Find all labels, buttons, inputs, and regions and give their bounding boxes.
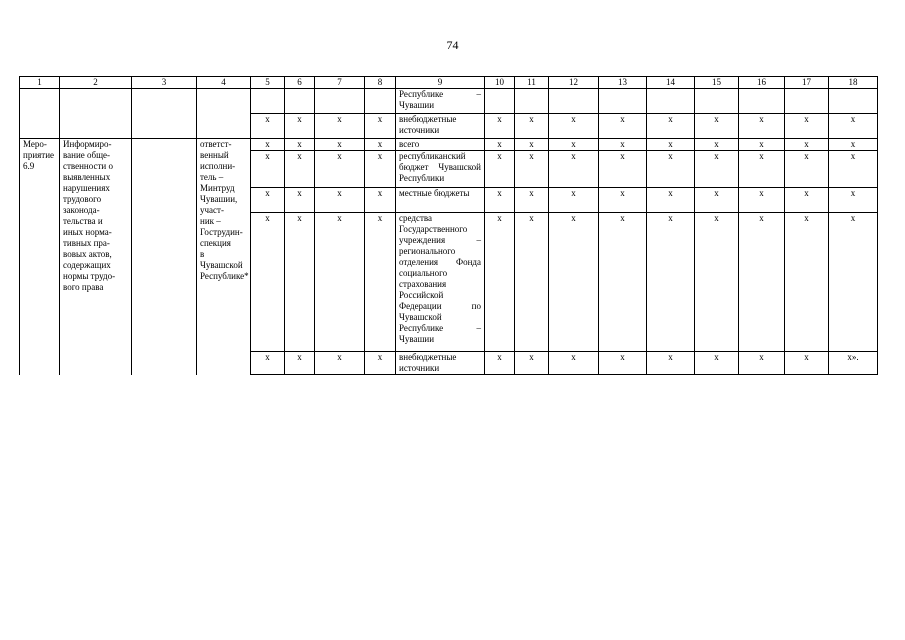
value-cell: х bbox=[695, 151, 739, 188]
funding-source-cell: внебюджетные источники bbox=[396, 352, 485, 375]
event-description-line: Информиро- bbox=[63, 139, 112, 149]
value-cell: х bbox=[785, 151, 829, 188]
value-cell: х bbox=[739, 139, 785, 151]
value-cell: х bbox=[285, 139, 315, 151]
column-number: 11 bbox=[515, 77, 549, 89]
value-cell: х bbox=[251, 352, 285, 375]
column-number: 14 bbox=[647, 77, 695, 89]
event-description-line: тивных пра- bbox=[63, 238, 110, 248]
value-cell: х bbox=[599, 213, 647, 352]
event-number-cell bbox=[20, 139, 60, 375]
value-cell: х bbox=[785, 114, 829, 139]
column-number: 16 bbox=[739, 77, 785, 89]
value-cell: х bbox=[251, 151, 285, 188]
column-number: 1 bbox=[20, 77, 60, 89]
value-cell: х bbox=[739, 213, 785, 352]
value-cell: х bbox=[599, 188, 647, 213]
value-cell: х bbox=[695, 213, 739, 352]
value-cell: х bbox=[647, 139, 695, 151]
executor-line: венный bbox=[200, 150, 229, 160]
value-cell: х bbox=[829, 151, 878, 188]
event-description-line: тельства и bbox=[63, 216, 103, 226]
financing-table bbox=[19, 76, 878, 375]
value-cell: х bbox=[829, 213, 878, 352]
column-number: 13 bbox=[599, 77, 647, 89]
empty-cell bbox=[60, 89, 132, 139]
column-number: 10 bbox=[485, 77, 515, 89]
value-cell: х bbox=[285, 188, 315, 213]
value-cell: х bbox=[365, 151, 396, 188]
value-cell: х bbox=[599, 151, 647, 188]
value-cell bbox=[315, 89, 365, 114]
value-cell: х bbox=[647, 114, 695, 139]
value-cell: х bbox=[251, 213, 285, 352]
event-description-line: иных норма- bbox=[63, 227, 112, 237]
value-cell: х bbox=[315, 114, 365, 139]
value-cell: х bbox=[785, 213, 829, 352]
value-cell: х bbox=[647, 151, 695, 188]
column-number: 9 bbox=[396, 77, 485, 89]
funding-source-cell: республиканский бюджет Чувашской Республики bbox=[396, 151, 485, 188]
value-cell: х bbox=[365, 114, 396, 139]
value-cell: х bbox=[251, 114, 285, 139]
executor-line: Минтруд bbox=[200, 183, 235, 193]
value-cell: х bbox=[285, 151, 315, 188]
value-cell: х bbox=[829, 139, 878, 151]
table-row bbox=[20, 139, 878, 151]
column-number: 17 bbox=[785, 77, 829, 89]
value-cell: х bbox=[485, 188, 515, 213]
executor-line: Гострудин- bbox=[200, 227, 243, 237]
value-cell: х bbox=[485, 352, 515, 375]
value-cell: х bbox=[485, 114, 515, 139]
column-number: 7 bbox=[315, 77, 365, 89]
value-cell: х bbox=[251, 139, 285, 151]
value-cell: х bbox=[549, 139, 599, 151]
value-cell: х bbox=[695, 188, 739, 213]
value-cell: х bbox=[549, 188, 599, 213]
value-cell: х bbox=[549, 114, 599, 139]
event-description-line: выявленных bbox=[63, 172, 111, 182]
value-cell bbox=[485, 89, 515, 114]
value-cell: х bbox=[599, 352, 647, 375]
column-number: 2 bbox=[60, 77, 132, 89]
value-cell: х bbox=[647, 188, 695, 213]
value-cell: х bbox=[647, 213, 695, 352]
value-cell: х bbox=[315, 352, 365, 375]
value-cell bbox=[739, 89, 785, 114]
value-cell: х bbox=[599, 139, 647, 151]
value-cell: х bbox=[739, 151, 785, 188]
column-number: 6 bbox=[285, 77, 315, 89]
value-cell: х bbox=[515, 151, 549, 188]
column-number: 18 bbox=[829, 77, 878, 89]
event-description-line: нарушениях bbox=[63, 183, 110, 193]
event-description-cell bbox=[60, 139, 132, 375]
value-cell: х bbox=[515, 139, 549, 151]
value-cell: х bbox=[485, 139, 515, 151]
funding-source-cell: средства Государственного учреждения – регионального отделения Фонда социального страхования Российской Федерации по Чувашской Республике – Чувашии bbox=[396, 213, 485, 352]
value-cell: х bbox=[485, 151, 515, 188]
executor-line: тель – bbox=[200, 172, 224, 182]
value-cell: х bbox=[365, 139, 396, 151]
column-number: 3 bbox=[132, 77, 197, 89]
value-cell: х bbox=[785, 139, 829, 151]
funding-source-cell: Республике – Чувашии bbox=[396, 89, 485, 114]
empty-cell bbox=[20, 89, 60, 139]
executor-line: в Чувашской bbox=[200, 249, 243, 270]
value-cell: х bbox=[785, 352, 829, 375]
event-description-line: нормы трудо- bbox=[63, 271, 116, 281]
value-cell: х bbox=[315, 213, 365, 352]
value-cell: х bbox=[365, 188, 396, 213]
value-cell: х bbox=[251, 188, 285, 213]
value-cell: х bbox=[739, 352, 785, 375]
column-number: 4 bbox=[197, 77, 251, 89]
value-cell: х bbox=[365, 352, 396, 375]
value-cell: х bbox=[285, 213, 315, 352]
value-cell: х bbox=[285, 114, 315, 139]
value-cell bbox=[515, 89, 549, 114]
executor-line: исполни- bbox=[200, 161, 236, 171]
column-number: 12 bbox=[549, 77, 599, 89]
value-cell: х bbox=[315, 151, 365, 188]
value-cell: х bbox=[549, 151, 599, 188]
funding-source-cell: местные бюджеты bbox=[396, 188, 485, 213]
value-cell: х». bbox=[829, 352, 878, 375]
value-cell: х bbox=[829, 188, 878, 213]
value-cell: х bbox=[485, 213, 515, 352]
column-number: 15 bbox=[695, 77, 739, 89]
value-cell: х bbox=[365, 213, 396, 352]
value-cell: х bbox=[315, 188, 365, 213]
executor-line: ник – bbox=[200, 216, 221, 226]
value-cell: х bbox=[285, 352, 315, 375]
value-cell bbox=[785, 89, 829, 114]
value-cell bbox=[365, 89, 396, 114]
executor-line: участ- bbox=[200, 205, 224, 215]
page-number: 74 bbox=[446, 38, 459, 52]
value-cell: х bbox=[515, 188, 549, 213]
value-cell bbox=[829, 89, 878, 114]
executor-cell bbox=[197, 139, 251, 375]
value-cell bbox=[695, 89, 739, 114]
event-number-line: Меро- bbox=[23, 139, 47, 149]
funding-source-cell: внебюджетные источники bbox=[396, 114, 485, 139]
event-description-line: вого права bbox=[63, 282, 104, 292]
value-cell: х bbox=[515, 352, 549, 375]
event-description-line: содержащих bbox=[63, 260, 111, 270]
value-cell: х bbox=[315, 139, 365, 151]
table-row bbox=[20, 89, 878, 114]
value-cell bbox=[549, 89, 599, 114]
column-number: 8 bbox=[365, 77, 396, 89]
empty-cell bbox=[197, 89, 251, 139]
value-cell: х bbox=[515, 114, 549, 139]
event-description-line: законода- bbox=[63, 205, 100, 215]
value-cell: х bbox=[695, 352, 739, 375]
value-cell bbox=[599, 89, 647, 114]
value-cell: х bbox=[695, 139, 739, 151]
executor-line: Чувашии, bbox=[200, 194, 238, 204]
value-cell bbox=[647, 89, 695, 114]
funding-source-cell: всего bbox=[396, 139, 485, 151]
executor-line: ответст- bbox=[200, 139, 232, 149]
event-description-line: вовых актов, bbox=[63, 249, 112, 259]
value-cell bbox=[285, 89, 315, 114]
empty-cell bbox=[132, 139, 197, 375]
value-cell bbox=[251, 89, 285, 114]
event-description-line: трудового bbox=[63, 194, 102, 204]
value-cell: х bbox=[549, 352, 599, 375]
value-cell: х bbox=[739, 114, 785, 139]
value-cell: х bbox=[549, 213, 599, 352]
column-number: 5 bbox=[251, 77, 285, 89]
value-cell: х bbox=[599, 114, 647, 139]
empty-cell bbox=[132, 89, 197, 139]
event-description-line: вание обще- bbox=[63, 150, 111, 160]
value-cell: х bbox=[695, 114, 739, 139]
event-number-line: приятие 6.9 bbox=[23, 150, 55, 171]
value-cell: х bbox=[515, 213, 549, 352]
value-cell: х bbox=[647, 352, 695, 375]
value-cell: х bbox=[739, 188, 785, 213]
value-cell: х bbox=[829, 114, 878, 139]
executor-line: спекция bbox=[200, 238, 231, 248]
event-description-line: ственности о bbox=[63, 161, 113, 171]
executor-line: Республике* bbox=[200, 271, 249, 281]
column-number-row bbox=[20, 77, 878, 89]
value-cell: х bbox=[785, 188, 829, 213]
